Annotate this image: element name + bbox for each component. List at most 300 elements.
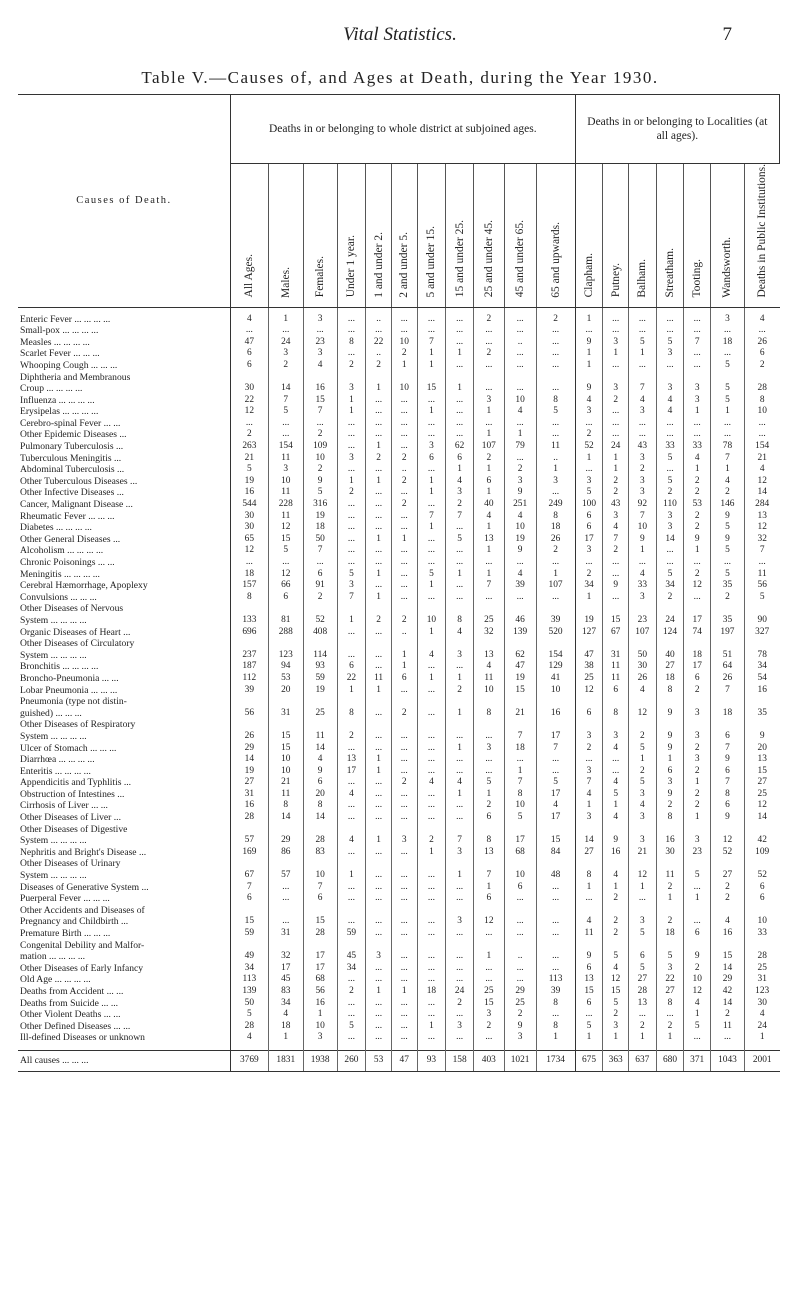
value-cell: 29: [230, 743, 268, 755]
value-cell: 65: [230, 534, 268, 546]
value-cell: [230, 905, 268, 917]
value-cell: ...: [656, 418, 684, 430]
value-cell: 56: [757, 580, 767, 591]
value-cell: 26: [536, 534, 575, 546]
value-cell: ...: [391, 441, 417, 453]
table-row: [18, 893, 780, 905]
value-cell: 5: [628, 963, 656, 975]
value-cell: 1: [446, 789, 474, 801]
value-cell: 1: [628, 754, 656, 766]
value-cell: ...: [417, 963, 446, 975]
value-cell: 1: [446, 870, 474, 882]
value-cell: ...: [446, 418, 474, 430]
value-cell: 8: [268, 800, 303, 812]
value-cell: 34: [337, 963, 366, 975]
value-cell: [536, 824, 575, 836]
value-cell: 7: [473, 870, 504, 882]
value-cell: 7: [504, 777, 536, 789]
value-cell: 3: [337, 580, 366, 592]
value-cell: 19: [303, 511, 337, 523]
cause-cell: Erysipelas ... ... ... ...: [18, 406, 230, 418]
value-cell: [684, 940, 711, 952]
value-cell: ...: [417, 545, 446, 557]
value-cell: ...: [337, 1032, 366, 1044]
value-cell: ...: [628, 1009, 656, 1021]
value-cell: 9: [684, 951, 711, 963]
value-cell: 133: [230, 615, 268, 627]
value-cell: 288: [268, 627, 303, 639]
value-cell: 1: [366, 476, 392, 488]
value-cell: 34: [230, 963, 268, 975]
column-header-label: Clapham.: [583, 253, 595, 298]
value-cell: [628, 603, 656, 615]
value-cell: 680: [656, 1050, 684, 1071]
value-cell: 2: [684, 476, 711, 488]
value-cell: 1: [504, 766, 536, 778]
table-row: [18, 835, 780, 847]
cause-cell: Other Epidemic Diseases ...: [18, 429, 230, 441]
value-cell: 27: [628, 974, 656, 986]
value-cell: 2: [575, 569, 603, 581]
value-cell: 1: [473, 545, 504, 557]
value-cell: 109: [303, 441, 337, 453]
value-cell: 9: [711, 511, 745, 523]
value-cell: 1: [337, 476, 366, 488]
value-cell: 3: [684, 754, 711, 766]
cause-cell: Other Defined Diseases ... ...: [18, 1021, 230, 1033]
value-cell: ...: [446, 661, 474, 673]
value-cell: ...: [391, 812, 417, 824]
value-cell: 2: [684, 789, 711, 801]
value-cell: 7: [711, 777, 745, 789]
value-cell: 10: [504, 800, 536, 812]
value-cell: 8: [504, 789, 536, 801]
value-cell: ...: [417, 928, 446, 940]
value-cell: [446, 603, 474, 615]
value-cell: 32: [268, 951, 303, 963]
value-cell: [230, 858, 268, 870]
cause-cell: Other Infective Diseases ...: [18, 487, 230, 499]
value-cell: ...: [536, 928, 575, 940]
value-cell: [417, 824, 446, 836]
value-cell: 51: [711, 650, 745, 662]
value-cell: 1: [337, 406, 366, 418]
value-cell: 4: [446, 627, 474, 639]
value-cell: 260: [337, 1050, 366, 1071]
value-cell: 17: [303, 963, 337, 975]
value-cell: 10: [303, 1021, 337, 1033]
value-cell: 3: [575, 406, 603, 418]
cause-cell: Cirrhosis of Liver ... ...: [18, 800, 230, 812]
value-cell: 6: [603, 685, 629, 697]
value-cell: ...: [446, 592, 474, 604]
value-cell: 52: [757, 870, 767, 881]
value-cell: 12: [628, 870, 656, 882]
value-cell: 25: [303, 708, 337, 720]
value-cell: 2: [575, 743, 603, 755]
value-cell: 38: [575, 661, 603, 673]
value-cell: 2: [684, 685, 711, 697]
value-cell: ...: [603, 314, 629, 326]
value-cell: 4: [303, 754, 337, 766]
value-cell: 1: [337, 615, 366, 627]
value-cell: 15: [536, 835, 575, 847]
value-cell: ...: [417, 314, 446, 326]
value-cell: 6: [303, 569, 337, 581]
value-cell: [536, 940, 575, 952]
value-cell: ...: [536, 951, 575, 963]
value-cell: ..: [536, 453, 575, 465]
value-cell: 5: [711, 395, 745, 407]
value-cell: 1: [417, 1021, 446, 1033]
value-cell: 3: [473, 743, 504, 755]
value-cell: 2: [446, 998, 474, 1010]
value-cell: 1: [684, 812, 711, 824]
value-cell: ...: [417, 592, 446, 604]
column-header: [536, 164, 575, 308]
value-cell: 1: [391, 360, 417, 372]
value-cell: 84: [536, 847, 575, 859]
value-cell: ...: [366, 545, 392, 557]
cause-cell: Whooping Cough ... ... ...: [18, 360, 230, 372]
value-cell: ...: [417, 708, 446, 720]
value-cell: 5: [711, 545, 745, 557]
value-cell: 11: [603, 661, 629, 673]
value-cell: 4: [504, 511, 536, 523]
value-cell: ...: [366, 1009, 392, 1021]
value-cell: ...: [473, 418, 504, 430]
value-cell: ...: [446, 360, 474, 372]
value-cell: [337, 905, 366, 917]
value-cell: [711, 858, 745, 870]
value-cell: 3: [656, 511, 684, 523]
value-cell: [230, 638, 268, 650]
table-caption: Table V.—Causes of, and Ages at Death, during the Year 1930.: [141, 68, 659, 87]
value-cell: ...: [504, 360, 536, 372]
value-cell: ...: [417, 766, 446, 778]
value-cell: 1: [759, 1032, 765, 1043]
value-cell: ...: [417, 395, 446, 407]
value-cell: 2: [230, 429, 268, 441]
value-cell: 5: [656, 951, 684, 963]
value-cell: 3: [268, 464, 303, 476]
value-cell: 1: [536, 1032, 575, 1044]
value-cell: 4: [684, 453, 711, 465]
value-cell: 35: [711, 580, 745, 592]
value-cell: 5: [230, 1009, 268, 1021]
table-row: [18, 406, 780, 418]
value-cell: [536, 372, 575, 384]
value-cell: 64: [711, 661, 745, 673]
value-cell: 56: [303, 986, 337, 998]
value-cell: 2: [366, 615, 392, 627]
cause-cell: Appendicitis and Typhlitis ...: [18, 777, 230, 789]
value-cell: 7: [230, 882, 268, 894]
value-cell: ...: [391, 406, 417, 418]
value-cell: 1: [337, 685, 366, 697]
value-cell: ...: [473, 360, 504, 372]
value-cell: 109: [755, 846, 770, 857]
value-cell: [366, 696, 392, 708]
value-cell: ...: [536, 383, 575, 395]
value-cell: 83: [268, 986, 303, 998]
value-cell: ...: [366, 325, 392, 337]
value-cell: 12: [268, 569, 303, 581]
value-cell: 3: [603, 731, 629, 743]
value-cell: 5: [684, 870, 711, 882]
value-cell: [603, 372, 629, 384]
value-cell: [417, 372, 446, 384]
value-cell: ...: [536, 1009, 575, 1021]
value-cell: ..: [504, 337, 536, 349]
value-cell: 20: [303, 789, 337, 801]
cause-cell: Other Diseases of Circulatory: [18, 638, 230, 650]
value-cell: 1: [628, 1032, 656, 1044]
value-cell: 3: [268, 348, 303, 360]
value-cell: [473, 372, 504, 384]
value-cell: ...: [575, 893, 603, 905]
value-cell: 15: [603, 986, 629, 998]
value-cell: 1: [268, 314, 303, 326]
value-cell: 2: [684, 766, 711, 778]
value-cell: 5: [504, 812, 536, 824]
value-cell: [575, 905, 603, 917]
value-cell: 2: [603, 1009, 629, 1021]
cause-cell: Cerebral Hæmorrhage, Apoplexy: [18, 580, 230, 592]
value-cell: [684, 696, 711, 708]
table-row: [18, 337, 780, 349]
value-cell: 2: [417, 835, 446, 847]
value-cell: ...: [366, 661, 392, 673]
value-cell: [628, 696, 656, 708]
value-cell: 11: [268, 789, 303, 801]
cause-cell: Puerperal Fever ... ... ...: [18, 893, 230, 905]
value-cell: 2: [337, 360, 366, 372]
value-cell: [230, 940, 268, 952]
value-cell: 22: [656, 974, 684, 986]
value-cell: 2: [366, 453, 392, 465]
value-cell: 4: [759, 313, 765, 324]
value-cell: 2: [603, 545, 629, 557]
value-cell: [603, 858, 629, 870]
value-cell: 4: [603, 777, 629, 789]
value-cell: 34: [575, 580, 603, 592]
value-cell: 5: [337, 1021, 366, 1033]
table-row: [18, 858, 780, 870]
column-header: [711, 164, 745, 308]
column-header: [366, 164, 392, 308]
value-cell: ...: [628, 893, 656, 905]
value-cell: 67: [603, 627, 629, 639]
value-cell: 25: [757, 962, 767, 973]
value-cell: [303, 638, 337, 650]
value-cell: 33: [757, 928, 767, 938]
value-cell: 5: [603, 951, 629, 963]
value-cell: 9: [575, 951, 603, 963]
table-row: [18, 974, 780, 986]
value-cell: [366, 638, 392, 650]
value-cell: 31: [603, 650, 629, 662]
value-cell: 6: [473, 812, 504, 824]
table-row: [18, 372, 780, 384]
value-cell: ...: [337, 522, 366, 534]
value-cell: ...: [366, 499, 392, 511]
value-cell: [417, 940, 446, 952]
value-cell: ...: [337, 534, 366, 546]
value-cell: 20: [757, 742, 767, 753]
value-cell: ...: [504, 453, 536, 465]
value-cell: 8: [536, 998, 575, 1010]
value-cell: ...: [603, 406, 629, 418]
value-cell: 1: [575, 882, 603, 894]
value-cell: 3: [628, 476, 656, 488]
value-cell: 33: [684, 441, 711, 453]
value-cell: 2: [337, 487, 366, 499]
value-cell: [391, 940, 417, 952]
value-cell: 7: [337, 592, 366, 604]
value-cell: [536, 603, 575, 615]
value-cell: ...: [366, 1032, 392, 1044]
value-cell: 27: [757, 777, 767, 788]
value-cell: 1: [656, 754, 684, 766]
value-cell: ...: [575, 1009, 603, 1021]
value-cell: ...: [473, 337, 504, 349]
value-cell: 50: [303, 534, 337, 546]
value-cell: 154: [536, 650, 575, 662]
value-cell: 90: [757, 614, 767, 625]
value-cell: [391, 638, 417, 650]
value-cell: 7: [303, 406, 337, 418]
value-cell: [628, 905, 656, 917]
value-cell: [268, 372, 303, 384]
column-header: [446, 164, 474, 308]
value-cell: 9: [504, 545, 536, 557]
value-cell: 16: [303, 998, 337, 1010]
value-cell: 8: [446, 615, 474, 627]
cause-cell: mation ... ... ... ...: [18, 951, 230, 963]
value-cell: 68: [504, 847, 536, 859]
value-cell: 50: [628, 650, 656, 662]
value-cell: 1: [446, 383, 474, 395]
value-cell: 1: [711, 406, 745, 418]
value-cell: ...: [536, 418, 575, 430]
cause-cell: Cancer, Malignant Disease ...: [18, 499, 230, 511]
value-cell: 1: [575, 360, 603, 372]
value-cell: 34: [268, 998, 303, 1010]
value-cell: [230, 603, 268, 615]
table-row: [18, 511, 780, 523]
value-cell: 7: [446, 835, 474, 847]
value-cell: [446, 858, 474, 870]
value-cell: [744, 824, 779, 836]
value-cell: 16: [757, 684, 767, 695]
value-cell: ...: [446, 337, 474, 349]
value-cell: ...: [268, 882, 303, 894]
table-row: [18, 441, 780, 453]
value-cell: [303, 858, 337, 870]
value-cell: 19: [504, 673, 536, 685]
value-cell: 139: [230, 986, 268, 998]
value-cell: 5: [711, 522, 745, 534]
value-cell: 31: [268, 928, 303, 940]
value-cell: 93: [303, 661, 337, 673]
value-cell: ...: [391, 847, 417, 859]
value-cell: ...: [337, 627, 366, 639]
value-cell: [391, 858, 417, 870]
value-cell: 7: [603, 534, 629, 546]
value-cell: 8: [536, 395, 575, 407]
value-cell: 10: [303, 453, 337, 465]
cause-cell: Deaths from Accident ... ...: [18, 986, 230, 998]
value-cell: 8: [473, 835, 504, 847]
value-cell: 1: [417, 847, 446, 859]
table-row: [18, 360, 780, 372]
value-cell: ..: [366, 314, 392, 326]
column-header: [684, 164, 711, 308]
value-cell: ...: [473, 557, 504, 569]
value-cell: ...: [504, 916, 536, 928]
value-cell: 3: [684, 708, 711, 720]
column-header-label: Females.: [314, 256, 327, 298]
value-cell: [603, 638, 629, 650]
value-cell: ...: [337, 429, 366, 441]
value-cell: 4: [575, 789, 603, 801]
value-cell: 284: [755, 499, 770, 510]
value-cell: [337, 719, 366, 731]
value-cell: ...: [473, 383, 504, 395]
value-cell: ...: [473, 766, 504, 778]
value-cell: 154: [755, 441, 770, 452]
value-cell: 5: [536, 406, 575, 418]
value-cell: 154: [268, 441, 303, 453]
cause-cell: Diseases of Generative System ...: [18, 882, 230, 894]
value-cell: ...: [656, 429, 684, 441]
value-cell: ...: [337, 777, 366, 789]
value-cell: 1: [603, 464, 629, 476]
value-cell: 62: [446, 441, 474, 453]
value-cell: 18: [684, 650, 711, 662]
value-cell: ..: [504, 951, 536, 963]
value-cell: [473, 858, 504, 870]
value-cell: 27: [575, 847, 603, 859]
value-cell: 33: [628, 580, 656, 592]
value-cell: ...: [758, 325, 766, 336]
value-cell: ...: [268, 893, 303, 905]
value-cell: 1: [417, 522, 446, 534]
value-cell: 2: [656, 800, 684, 812]
value-cell: [303, 940, 337, 952]
value-cell: [391, 603, 417, 615]
value-cell: ...: [337, 545, 366, 557]
value-cell: ...: [628, 429, 656, 441]
value-cell: ...: [366, 998, 392, 1010]
value-cell: 15: [268, 743, 303, 755]
value-cell: 1: [684, 1009, 711, 1021]
value-cell: 3: [303, 314, 337, 326]
value-cell: ...: [504, 592, 536, 604]
value-cell: [446, 905, 474, 917]
value-cell: 13: [337, 754, 366, 766]
value-cell: 7: [417, 337, 446, 349]
value-cell: ...: [504, 928, 536, 940]
value-cell: 2: [628, 731, 656, 743]
value-cell: ...: [504, 314, 536, 326]
cause-cell: Other Diseases of Early Infancy: [18, 963, 230, 975]
value-cell: 2: [684, 569, 711, 581]
value-cell: 9: [575, 383, 603, 395]
value-cell: [391, 719, 417, 731]
value-cell: 35: [711, 615, 745, 627]
